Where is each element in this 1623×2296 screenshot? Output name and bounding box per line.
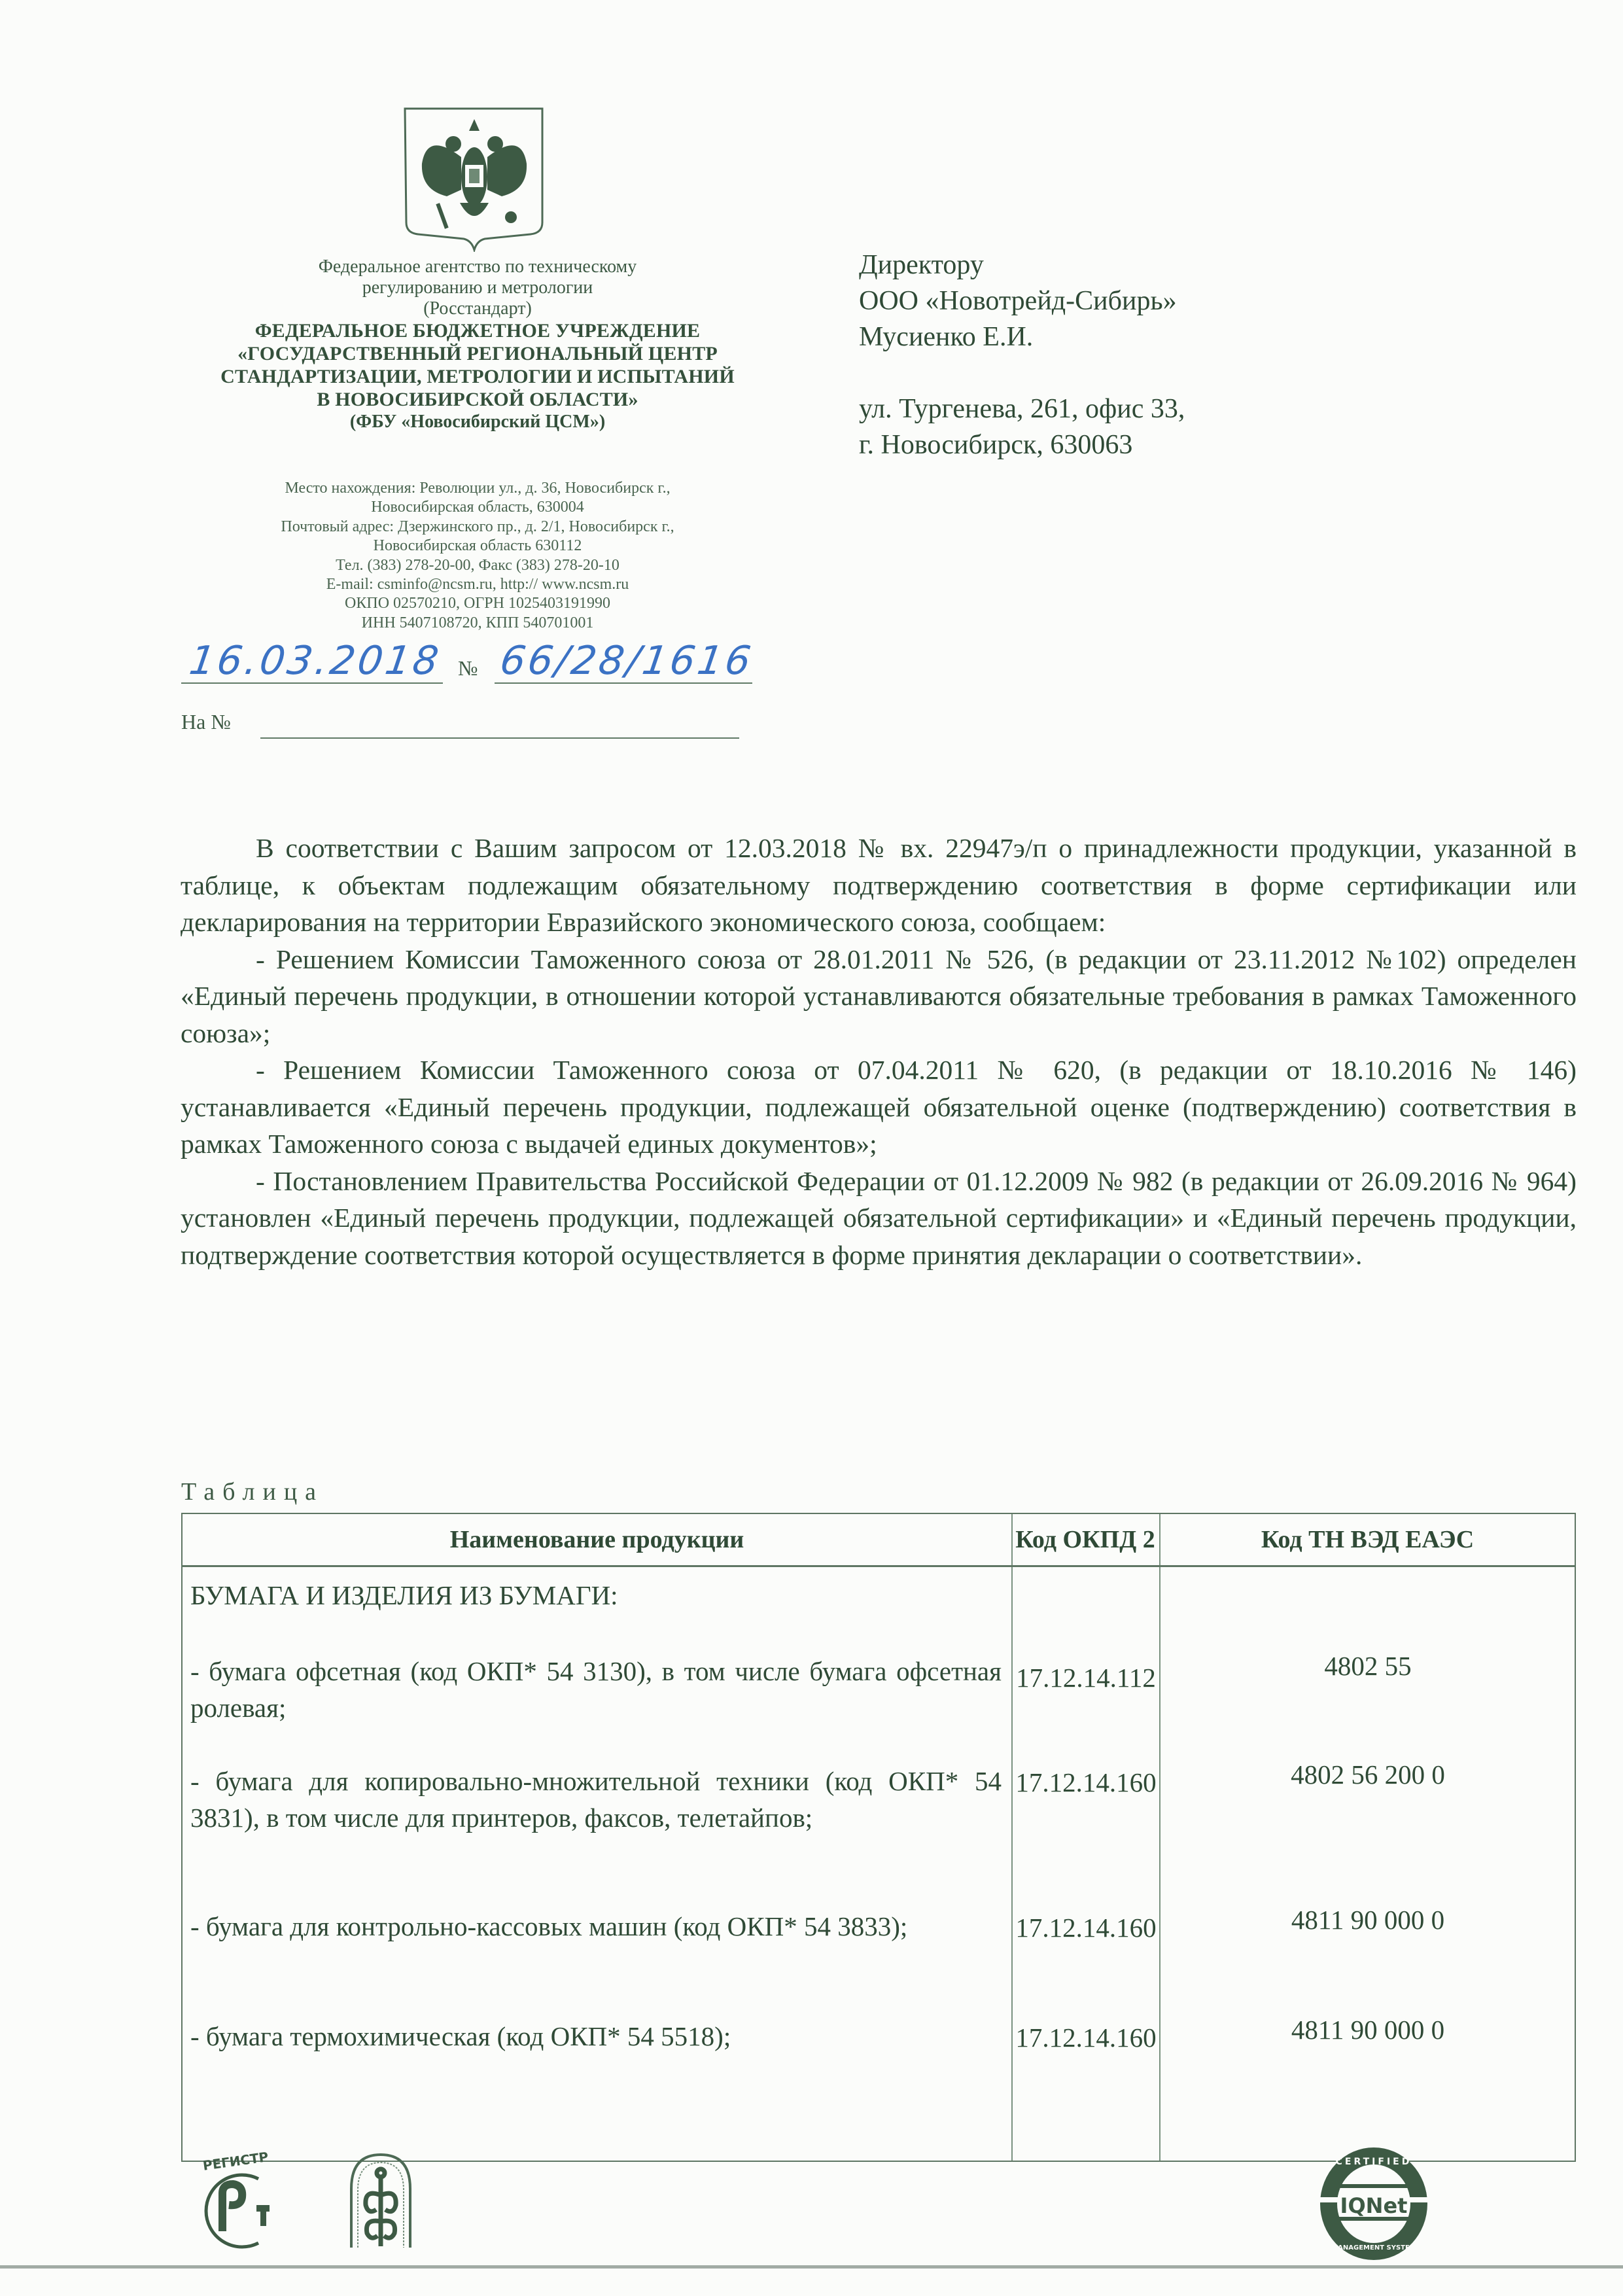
contact-line: Новосибирская область, 630004 (371, 499, 584, 516)
table-row-okpd2: 17.12.14.160 (1015, 2022, 1157, 2053)
institution-line: «ГОСУДАРСТВЕННЫЙ РЕГИОНАЛЬНЫЙ ЦЕНТР (237, 343, 718, 364)
addressee-line: Директору (859, 250, 984, 280)
rst-registr-logo (196, 2146, 281, 2251)
addressee-line: Мусиенко Е.И. (859, 322, 1034, 352)
institution-line: СТАНДАРТИЗАЦИИ, МЕТРОЛОГИИ И ИСПЫТАНИЙ (220, 366, 735, 387)
table-row-okpd2: 17.12.14.160 (1015, 1913, 1157, 1943)
contact-line: Почтовый адрес: Дзержинского пр., д. 2/1, Новосибирск г., (281, 518, 674, 535)
table-row-name: - бумага для контрольно-кассовых машин (код ОКП* 54 3833); (190, 1911, 908, 1941)
body-paragraph: В соответствии с Вашим запросом от 12.03.2018 № вх. 22947э/п о принадлежности продукции, указанной в таблице, к объектам подлежащим обязательному подтверждению соответствия в форме сертификации или декларирования на территории Евразийского экономического союза, сообщаем: (181, 833, 1577, 937)
header-divider (183, 1565, 1575, 1567)
table-row-tnved: 4802 55 (1324, 1651, 1412, 1681)
contact-line: Место нахождения: Революции ул., д. 36, Новосибирск г., (285, 480, 671, 497)
group-title: БУМАГА И ИЗДЕЛИЯ ИЗ БУМАГИ: (190, 1580, 618, 1610)
products-table (181, 1513, 1576, 2162)
institution-line: В НОВОСИБИРСКОЙ ОБЛАСТИ» (317, 389, 638, 410)
agency-line: (Росстандарт) (423, 298, 532, 319)
letter-body (181, 830, 1577, 1273)
table-row-name: - бумага для копировально-множительной техники (код ОКП* 54 3831), в том числе для принтеров, факсов, телетайпов; (190, 1766, 1002, 1833)
outgoing-number: 66/28/1616 (497, 638, 756, 684)
column-divider (1011, 1514, 1013, 2161)
table-row-tnved: 4802 56 200 0 (1291, 1759, 1445, 1790)
reply-to-field (260, 737, 739, 739)
registr-text: РЕГИСТР (201, 2149, 270, 2174)
contact-line: E-mail: csminfo@ncsm.ru, http:// www.ncsm.ru (326, 576, 629, 593)
column-header-name: Наименование продукции (449, 1526, 744, 1553)
iqnet-text: IQNet (1340, 2193, 1408, 2218)
column-divider (1159, 1514, 1161, 2161)
addressee-address-line: ул. Тургенева, 261, офис 33, (859, 394, 1185, 424)
management-system-text: MANAGEMENT SYSTEM (1331, 2244, 1416, 2252)
table-row-okpd2: 17.12.14.112 (1016, 1663, 1156, 1693)
contact-line: Тел. (383) 278-20-00, Факс (383) 278-20-10 (336, 556, 620, 574)
reply-to-label: На № (181, 710, 231, 733)
contact-line: Новосибирская область 630112 (373, 537, 582, 555)
body-paragraph: - Решением Комиссии Таможенного союза от 07.04.2011 № 620, (в редакции от 18.10.2016 № 146) устанавливается «Единый перечень продукции, подлежащей обязательной оценке (подтверждению) соответствия в рамках Таможенного союза с выдачей единых документов»; (181, 1055, 1577, 1159)
outgoing-date: 16.03.2018 (186, 638, 444, 684)
sender-contacts (196, 479, 759, 633)
body-paragraph: - Решением Комиссии Таможенного союза от 28.01.2011 № 526, (в редакции от 23.11.2012 №102) определен «Единый перечень продукции, в отношении которой устанавливаются обязательные требования в рамках Таможенного союза»; (181, 944, 1577, 1048)
sender-organization (196, 256, 759, 433)
body-paragraph: - Постановлением Правительства Российской Федерации от 01.12.2009 № 982 (в редакции от 26.09.2016 № 964) установлен «Единый перечень продукции, подлежащей обязательной сертификации» и «Единый перечень продукции, подтверждение соответствия которой осуществляется в форме принятия декларации о соответствии». (181, 1165, 1577, 1270)
table-row-okpd2: 17.12.14.160 (1015, 1767, 1157, 1797)
iqnet-certified-logo (1317, 2145, 1431, 2263)
number-sign: № (458, 656, 478, 680)
contact-line: ИНН 5407108720, КПП 540701001 (361, 614, 594, 631)
institution-line: ФЕДЕРАЛЬНОЕ БЮДЖЕТНОЕ УЧРЕЖДЕНИЕ (254, 320, 701, 342)
column-header-tnved: Код ТН ВЭД ЕАЭС (1261, 1526, 1475, 1553)
page-edge (0, 2265, 1623, 2269)
table-row-tnved: 4811 90 000 0 (1291, 1905, 1445, 1935)
table-row-name: - бумага офсетная (код ОКП* 54 3130), в том числе бумага офсетная ролевая; (190, 1656, 1002, 1723)
table-row-tnved: 4811 90 000 0 (1291, 2015, 1445, 2045)
table-row-name: - бумага термохимическая (код ОКП* 54 5518); (190, 2021, 731, 2051)
table-caption: Таблица (181, 1478, 324, 1506)
quality-system-seal-logo (345, 2149, 417, 2251)
agency-line: регулированию и метрологии (362, 277, 593, 298)
certified-text: CERTIFIED (1335, 2157, 1412, 2167)
addressee (859, 247, 1185, 463)
column-header-okpd2: Код ОКПД 2 (1015, 1526, 1155, 1553)
russian-coat-of-arms-icon (401, 105, 548, 252)
institution-short-name: (ФБУ «Новосибирский ЦСМ») (349, 412, 606, 432)
contact-line: ОКПО 02570210, ОГРН 1025403191990 (345, 595, 610, 612)
addressee-address-line: г. Новосибирск, 630063 (859, 430, 1133, 460)
agency-line: Федеральное агентство по техническому (318, 256, 637, 277)
addressee-line: ООО «Новотрейд-Сибирь» (859, 286, 1177, 316)
